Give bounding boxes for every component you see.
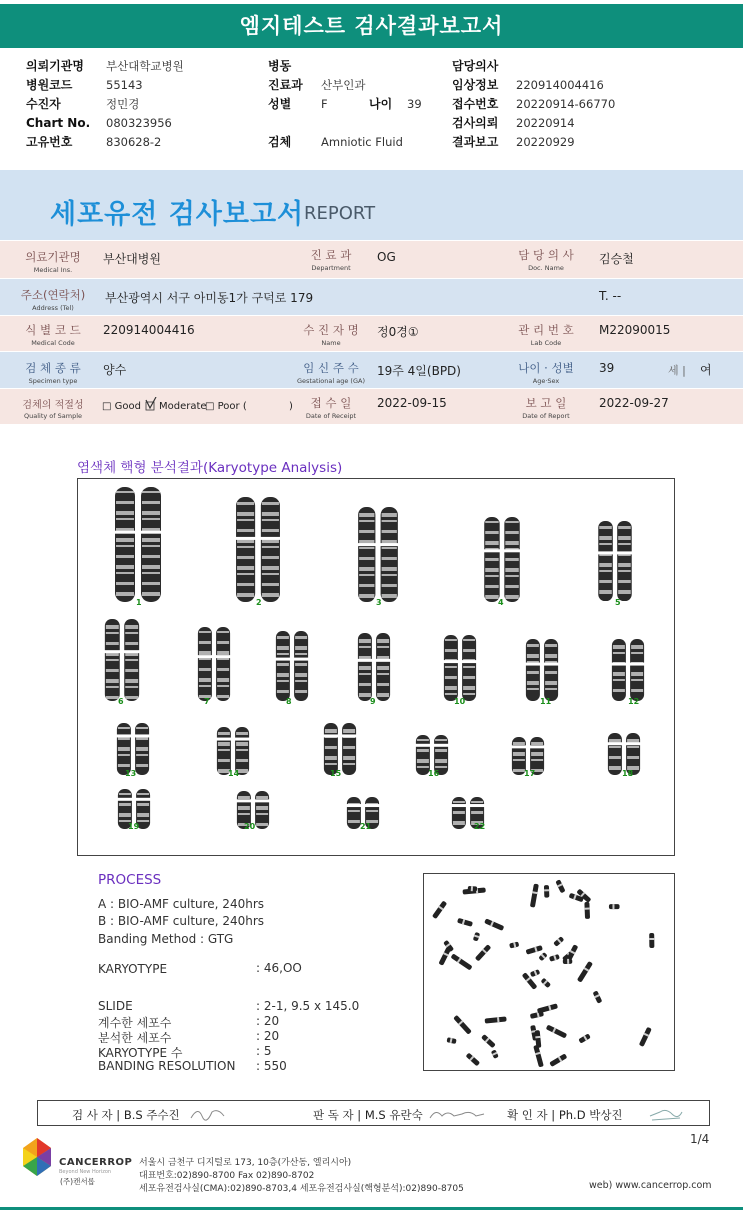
- chromosome-14-a: [216, 727, 232, 775]
- value-report-date: 2022-09-27: [599, 396, 669, 410]
- chromosome-10-a: [443, 635, 459, 701]
- stat-label-banding-resolution: BANDING RESOLUTION: [98, 1059, 236, 1073]
- metaphase-chromosome: [535, 1030, 542, 1048]
- metaphase-chromosome: [481, 1034, 496, 1048]
- chromosome-14-b: [234, 727, 250, 775]
- karyogram-image: [77, 478, 675, 856]
- option-poor-close: ): [289, 401, 293, 412]
- checkmark-icon: [145, 397, 158, 411]
- label-attending-doctor: 담당의사: [452, 59, 499, 73]
- metaphase-chromosome: [553, 936, 564, 947]
- label-ko: 나이 · 성별: [518, 361, 574, 375]
- label-ko: 접 수 일: [310, 396, 352, 410]
- patient-info-col2: [268, 56, 422, 151]
- label-en: Date of Receipt: [305, 412, 357, 420]
- stat-value-banding-resolution: : 550: [256, 1059, 287, 1073]
- value-result-report: 20220929: [516, 134, 575, 149]
- footer-lab-phones: 세포유전검사실(CMA):02)890-8703,4 세포유전검사실(핵형분석):02)890-8705: [139, 1184, 464, 1194]
- page-number: 1/4: [690, 1132, 710, 1146]
- signature-bar: [37, 1100, 710, 1126]
- value-chart-no: 080323956: [106, 115, 172, 130]
- chromosome-10-b: [461, 635, 477, 701]
- chromosome-3-a: [357, 507, 376, 602]
- info-row-ids: [0, 315, 743, 351]
- value-referring-institution: 부산대학교병원: [106, 58, 184, 73]
- checkbox-good[interactable]: □ Good: [102, 401, 141, 412]
- metaphase-chromosome: [549, 1053, 567, 1067]
- metaphase-chromosome: [546, 1025, 567, 1039]
- value-hospital-code: 55143: [106, 77, 143, 92]
- metaphase-chromosome: [485, 1016, 507, 1023]
- chromosome-label-6: 6: [118, 697, 124, 706]
- metaphase-chromosome: [473, 932, 480, 942]
- label-en: Department: [311, 264, 351, 272]
- label-ko: 의료기관명: [25, 250, 81, 264]
- value-test-request: 20220914: [516, 115, 575, 130]
- cell-label-age-sex: [513, 360, 579, 385]
- chromosome-label-8: 8: [286, 697, 292, 706]
- label-clinical-info: 임상정보: [452, 78, 499, 92]
- chromosome-8-b: [293, 631, 309, 701]
- examiner-signature-mark: [188, 1104, 228, 1124]
- stat-value-counted: : 20: [256, 1014, 280, 1028]
- footer-website[interactable]: web) www.cancerrop.com: [589, 1180, 712, 1191]
- process-title: PROCESS: [98, 872, 162, 888]
- info-row-institution: [0, 240, 743, 278]
- chromosome-label-16: 16: [428, 769, 440, 778]
- chromosome-label-15: 15: [330, 769, 342, 778]
- chromosome-11-a: [525, 639, 541, 701]
- label-ko: 진 료 과: [310, 248, 352, 262]
- value-lab-code: M22090015: [599, 323, 671, 337]
- chromosome-6-a: [104, 619, 121, 701]
- chromosome-label-10: 10: [454, 697, 466, 706]
- metaphase-chromosome: [530, 969, 540, 977]
- metaphase-chromosome: [457, 918, 473, 927]
- chromosome-label-14: 14: [228, 769, 240, 778]
- value-medical-ins: 부산대병원: [103, 252, 161, 266]
- label-en: Specimen type: [28, 377, 78, 385]
- stat-value-analyzed: : 20: [256, 1029, 280, 1043]
- cell-label-ga: [294, 360, 368, 385]
- metaphase-svg: [424, 874, 674, 1070]
- label-specimen: 검체: [268, 135, 292, 149]
- stat-label-karyotype-count: KARYOTYPE 수: [98, 1046, 183, 1060]
- chromosome-5-a: [597, 521, 614, 601]
- karyotype-label: KARYOTYPE: [98, 962, 168, 976]
- label-en: Quality of Sample: [24, 412, 82, 420]
- value-age-unit: 세 |: [668, 364, 686, 377]
- chromosome-label-4: 4: [498, 598, 504, 607]
- chromosome-6-b: [123, 619, 140, 701]
- karyotype-section-title: 염색체 핵형 분석결과(Karyotype Analysis): [77, 460, 343, 476]
- confirmer-signature-mark: [646, 1104, 686, 1124]
- cancerrop-logo-icon: [20, 1136, 54, 1182]
- chromosome-15-a: [323, 723, 339, 775]
- chromosome-label-3: 3: [376, 598, 382, 607]
- value-doctor-name: 김승철: [599, 252, 634, 266]
- chromosome-2-b: [260, 497, 281, 602]
- metaphase-chromosome: [577, 961, 593, 983]
- cell-label-address: [20, 287, 86, 312]
- value-unique-no: 830628-2: [106, 134, 162, 149]
- chromosome-1-a: [114, 487, 136, 602]
- cell-label-report-date: [513, 395, 579, 420]
- metaphase-chromosome: [491, 1049, 499, 1058]
- chromosome-13-b: [134, 723, 150, 775]
- metaphase-spread-image: [423, 873, 675, 1071]
- cell-label-department: [298, 247, 364, 272]
- metaphase-chromosome: [649, 933, 654, 948]
- label-ko: 식 별 코 드: [25, 323, 81, 337]
- value-age: 39: [407, 96, 422, 111]
- chromosome-1-b: [140, 487, 162, 602]
- metaphase-chromosome: [432, 900, 447, 919]
- metaphase-chromosome: [584, 902, 590, 919]
- metaphase-chromosome: [538, 952, 547, 961]
- metaphase-chromosome: [509, 942, 519, 949]
- label-ko: 수 진 자 명: [303, 323, 359, 337]
- cell-label-medical-code: [20, 322, 86, 347]
- metaphase-chromosome: [639, 1027, 652, 1047]
- footer: [0, 1148, 743, 1200]
- stat-label-analyzed: 분석한 세포수: [98, 1031, 172, 1045]
- value-ga: 19주 4일(BPD): [377, 364, 461, 378]
- checkbox-moderate-checked[interactable]: [145, 397, 158, 411]
- value-sex: F: [321, 96, 328, 111]
- value-address: 부산광역시 서구 아미동1가 구덕로 179: [105, 291, 314, 305]
- chromosome-8-a: [275, 631, 291, 701]
- label-en: Medical Code: [31, 339, 75, 347]
- value-tel: T. --: [599, 289, 622, 303]
- metaphase-chromosome: [555, 879, 565, 893]
- chromosome-5-b: [616, 521, 633, 601]
- karyogram-svg: [78, 479, 674, 855]
- value-receipt-date: 2022-09-15: [377, 396, 447, 410]
- metaphase-chromosome: [563, 959, 573, 964]
- chromosome-18-a: [607, 733, 623, 775]
- label-en: Lab Code: [530, 339, 562, 347]
- value-department-code: OG: [377, 250, 396, 264]
- label-en: Medical Ins.: [33, 266, 73, 274]
- chromosome-12-b: [629, 639, 645, 701]
- label-ko: 주소(연락처): [20, 288, 86, 302]
- stat-value-karyotype-count: : 5: [256, 1044, 272, 1058]
- cell-label-specimen-type: [20, 360, 86, 385]
- patient-info-col1: [26, 56, 184, 151]
- label-receipt-no: 접수번호: [452, 97, 499, 111]
- chromosome-11-b: [543, 639, 559, 701]
- report-title-band: [0, 170, 743, 240]
- value-medical-code: 220914004416: [103, 323, 195, 337]
- label-en: Gestational age (GA): [297, 377, 365, 385]
- chromosome-label-13: 13: [125, 769, 137, 778]
- cell-label-lab-code: [513, 322, 579, 347]
- report-header-title: 엠지테스트 검사결과보고서: [0, 4, 743, 48]
- report-title-en: REPORT: [304, 203, 376, 224]
- chromosome-label-20: 20: [244, 822, 256, 831]
- value-patient: 정민경: [106, 96, 140, 111]
- chromosome-label-19: 19: [128, 822, 140, 831]
- chromosome-4-a: [483, 517, 500, 602]
- chromosome-label-7: 7: [204, 697, 210, 706]
- chromosome-label-5: 5: [615, 598, 621, 607]
- metaphase-chromosome: [475, 944, 492, 961]
- label-en: Age·Sex: [532, 377, 560, 385]
- chromosome-label-17: 17: [524, 769, 536, 778]
- option-moderate-label: Moderate: [159, 401, 207, 412]
- label-age: 나이: [369, 97, 393, 111]
- metaphase-chromosome: [466, 1053, 481, 1067]
- chromosome-22-a: [451, 797, 467, 829]
- label-ko: 보 고 일: [525, 396, 567, 410]
- checkbox-poor[interactable]: □ Poor (: [205, 401, 247, 412]
- label-ward: 병동: [268, 59, 292, 73]
- value-specimen-type: 양수: [103, 363, 127, 377]
- label-ko: 관 리 번 호: [518, 323, 574, 337]
- value-sex: 여: [700, 363, 712, 377]
- process-banding-method: Banding Method : GTG: [98, 932, 234, 946]
- chromosome-7-b: [215, 627, 231, 701]
- examiner-signature: 검 사 자 | B.S 주수진: [72, 1108, 180, 1122]
- chromosome-label-12: 12: [628, 697, 640, 706]
- chromosome-12-a: [611, 639, 627, 701]
- metaphase-chromosome: [593, 990, 603, 1003]
- metaphase-chromosome: [484, 918, 504, 931]
- value-name: 정0경①: [377, 325, 419, 339]
- metaphase-chromosome: [453, 1015, 472, 1035]
- metaphase-chromosome: [526, 945, 543, 955]
- label-ko: 담 당 의 사: [518, 248, 574, 262]
- metaphase-chromosome: [549, 954, 560, 962]
- label-test-request: 검사의뢰: [452, 116, 499, 130]
- chromosome-9-a: [357, 633, 373, 701]
- chromosome-label-11: 11: [540, 697, 552, 706]
- chromosome-4-b: [503, 517, 520, 602]
- karyotype-value: : 46,OO: [256, 961, 302, 975]
- info-row-quality: [0, 388, 743, 424]
- value-specimen: Amniotic Fluid: [321, 134, 403, 149]
- reader-signature-mark: [428, 1104, 488, 1124]
- label-ko: 임 신 주 수: [303, 361, 359, 375]
- value-clinical-info: 220914004416: [516, 77, 604, 92]
- label-en: Doc. Name: [528, 264, 564, 272]
- label-patient: 수진자: [26, 97, 61, 111]
- label-department: 진료과: [268, 78, 303, 92]
- cell-label-receipt-date: [298, 395, 364, 420]
- chromosome-15-b: [341, 723, 357, 775]
- chromosome-label-1: 1: [136, 598, 142, 607]
- chromosome-9-b: [375, 633, 391, 701]
- label-unique-no: 고유번호: [26, 135, 73, 149]
- brand-name-ko: (주)캔서롭: [60, 1177, 95, 1186]
- chromosome-label-22: 22: [474, 822, 486, 831]
- reader-signature: 판 독 자 | M.S 유란숙: [313, 1108, 423, 1122]
- label-ko: 검체의 적절성: [22, 400, 84, 411]
- metaphase-chromosome: [533, 1045, 544, 1068]
- stat-value-slide: : 2-1, 9.5 x 145.0: [256, 999, 360, 1013]
- chromosome-label-21: 21: [360, 822, 372, 831]
- label-en: Address (Tel): [32, 304, 74, 312]
- process-line-b: B : BIO-AMF culture, 240hrs: [98, 914, 265, 928]
- label-ko: 검 체 종 류: [25, 361, 81, 375]
- chromosome-label-18: 18: [622, 769, 634, 778]
- bottom-rule: [0, 1207, 743, 1210]
- metaphase-chromosome: [544, 885, 549, 898]
- metaphase-chromosome: [447, 1037, 457, 1044]
- cell-label-quality: [18, 396, 88, 420]
- label-en: Date of Report: [522, 412, 570, 420]
- stat-label-slide: SLIDE: [98, 999, 133, 1013]
- footer-phone: 대표번호:02)890-8700 Fax 02)890-8702: [139, 1171, 315, 1181]
- footer-address: 서울시 금천구 디지털로 173, 10층(가산동, 엘리시아): [139, 1158, 352, 1168]
- patient-info-col3: [452, 56, 615, 151]
- chromosome-2-a: [235, 497, 256, 602]
- label-en: Name: [321, 339, 341, 347]
- label-result-report: 결과보고: [452, 135, 499, 149]
- cell-label-name: [298, 322, 364, 347]
- metaphase-chromosome: [578, 1033, 591, 1043]
- metaphase-chromosome: [450, 953, 472, 970]
- chromosome-label-2: 2: [256, 598, 262, 607]
- label-chart-no: Chart No.: [26, 115, 91, 130]
- metaphase-chromosome: [541, 978, 552, 988]
- value-department: 산부인과: [321, 77, 366, 92]
- chromosome-label-9: 9: [370, 697, 376, 706]
- info-row-address: [0, 278, 743, 315]
- label-referring-institution: 의뢰기관명: [26, 59, 84, 73]
- value-receipt-no: 20220914-66770: [516, 96, 616, 111]
- label-hospital-code: 병원코드: [26, 78, 73, 92]
- stat-label-counted: 계수한 세포수: [98, 1016, 172, 1030]
- chromosome-3-b: [380, 507, 399, 602]
- metaphase-chromosome: [530, 884, 539, 908]
- confirmer-signature: 확 인 자 | Ph.D 박상진: [507, 1108, 623, 1122]
- value-age: 39: [599, 361, 615, 375]
- chromosome-7-a: [197, 627, 213, 701]
- metaphase-chromosome: [609, 904, 620, 909]
- info-row-specimen: [0, 351, 743, 388]
- chromosome-20-b: [254, 791, 270, 829]
- report-title-ko: 세포유전 검사보고서: [50, 199, 305, 230]
- cell-label-medical-ins: [20, 249, 86, 274]
- label-sex: 성별: [268, 97, 292, 111]
- process-line-a: A : BIO-AMF culture, 240hrs: [98, 897, 265, 911]
- brand-name: CANCERROP: [59, 1157, 133, 1168]
- metaphase-chromosome: [537, 1003, 558, 1013]
- chromosome-13-a: [116, 723, 132, 775]
- cell-label-doctor: [513, 247, 579, 272]
- brand-tagline: Beyond New Horizon: [59, 1169, 112, 1175]
- metaphase-chromosome: [468, 886, 478, 892]
